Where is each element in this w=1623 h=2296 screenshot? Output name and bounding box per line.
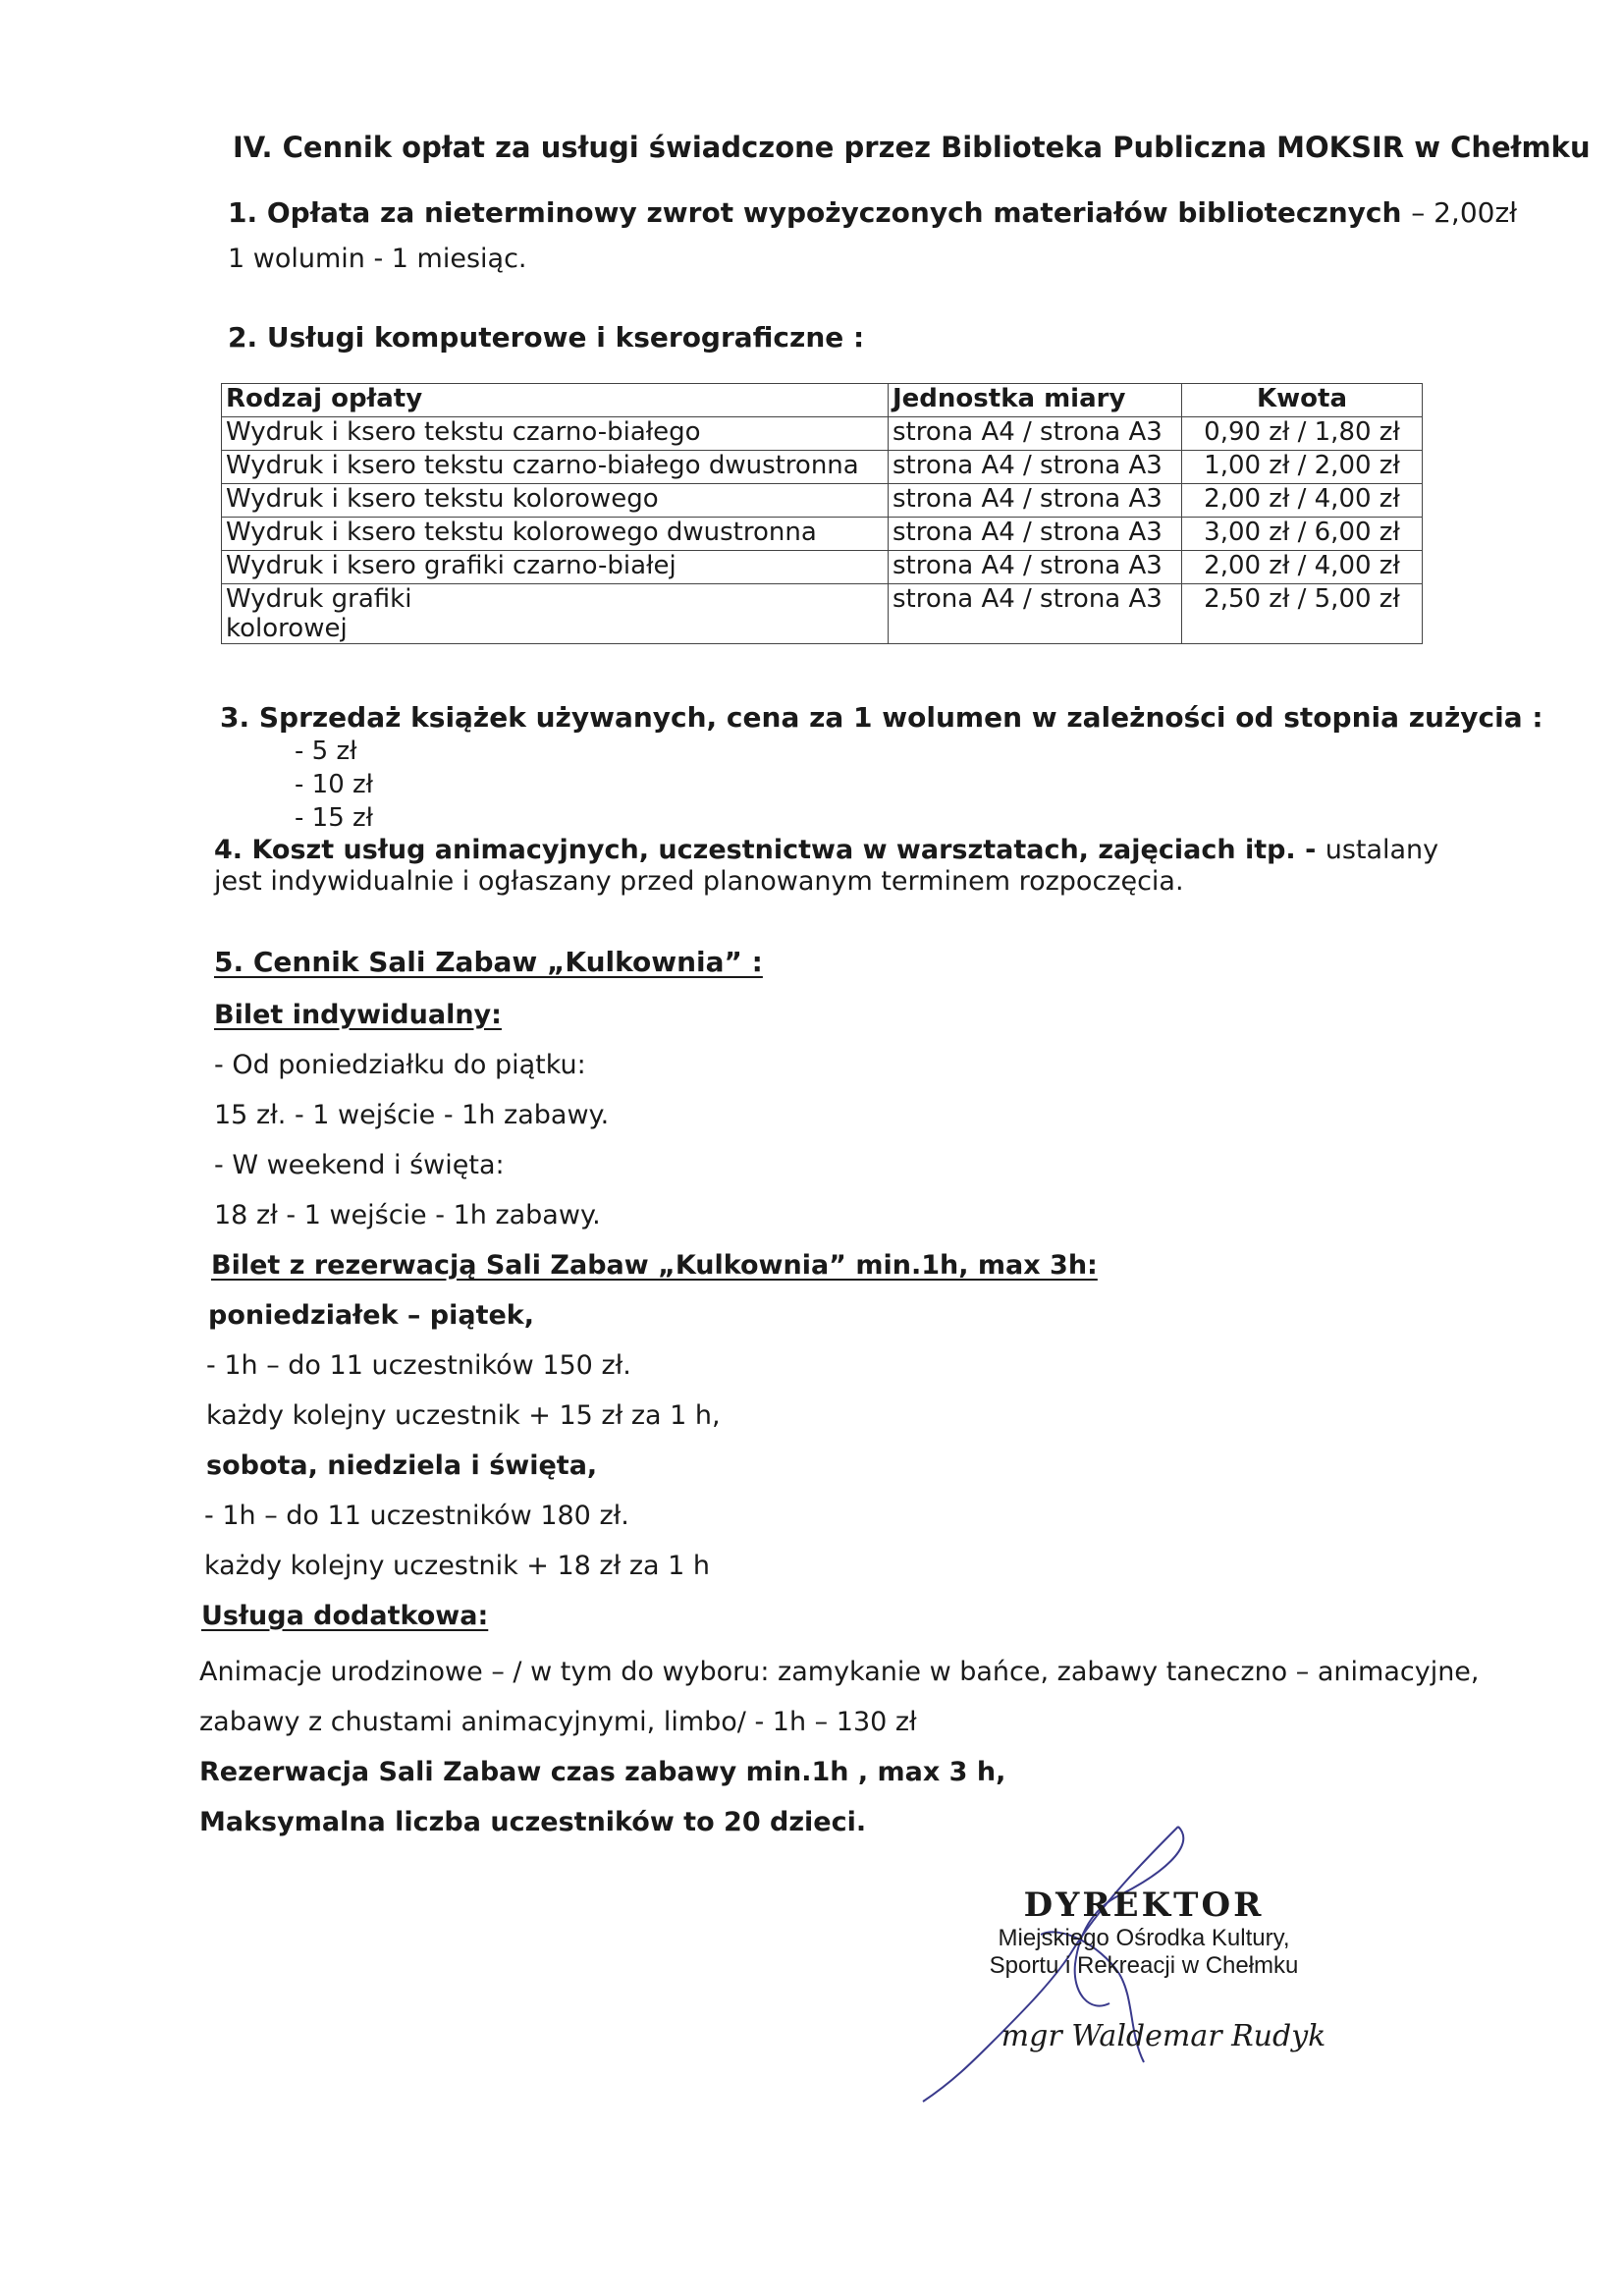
s5-line: - Od poniedziałku do piątku: [214, 1050, 586, 1080]
table-cell: strona A4 / strona A3 [889, 584, 1182, 644]
stamp-org-line: Sportu i Rekreacji w Chełmku [989, 1952, 1299, 1979]
s5-line: Maksymalna liczba uczestników to 20 dzieci. [199, 1807, 867, 1837]
s4-heading-text: 4. Koszt usług animacyjnych, uczestnictwa w warsztatach, zajęciach itp. - [214, 835, 1317, 865]
s1-heading [228, 196, 1517, 230]
column-header: Kwota [1182, 384, 1423, 417]
s1-detail: 1 wolumin - 1 miesiąc. [228, 244, 527, 274]
s5-line: każdy kolejny uczestnik + 18 zł za 1 h [204, 1551, 711, 1581]
s5-line: 18 zł - 1 wejście - 1h zabawy. [214, 1200, 601, 1230]
table-row [222, 584, 1423, 644]
s5-line: Bilet z rezerwacją Sali Zabaw „Kulkownia” min.1h, max 3h: [211, 1250, 1098, 1281]
table-cell: strona A4 / strona A3 [889, 484, 1182, 518]
table-cell: strona A4 / strona A3 [889, 518, 1182, 551]
table-cell-text: Wydruk grafiki kolorowej [226, 584, 412, 643]
signature-stamp [957, 1886, 1330, 2053]
s5-line: Bilet indywidualny: [214, 1000, 502, 1030]
table-cell: 2,00 zł / 4,00 zł [1182, 484, 1423, 518]
table-cell: strona A4 / strona A3 [889, 551, 1182, 584]
table-cell: 1,00 zł / 2,00 zł [1182, 451, 1423, 484]
table-cell: Wydruk i ksero grafiki czarno-białej [222, 551, 889, 584]
stamp-name: mgr Waldemar Rudyk [1001, 2019, 1326, 2053]
price-item: - 5 zł [295, 737, 357, 766]
table-row [222, 518, 1423, 551]
s2-heading: 2. Usługi komputerowe i kserograficzne : [228, 321, 865, 354]
table-row [222, 417, 1423, 451]
s5-heading: 5. Cennik Sali Zabaw „Kulkownia” : [214, 946, 763, 978]
table-cell: Wydruk i ksero tekstu czarno-białego dwustronna [222, 451, 889, 484]
s5-line: Usługa dodatkowa: [201, 1601, 489, 1631]
s1-heading-text: 1. Opłata za nieterminowy zwrot wypożyczonych materiałów bibliotecznych [228, 196, 1402, 229]
column-header: Jednostka miary [889, 384, 1182, 417]
table-cell: 3,00 zł / 6,00 zł [1182, 518, 1423, 551]
stamp-title: DYREKTOR [1023, 1886, 1265, 1925]
table-cell: Wydruk i ksero tekstu kolorowego dwustronna [222, 518, 889, 551]
table-cell: Wydruk i ksero tekstu czarno-białego [222, 417, 889, 451]
s5-line: - 1h – do 11 uczestników 180 zł. [204, 1501, 629, 1531]
table-cell: strona A4 / strona A3 [889, 417, 1182, 451]
s1-price: – 2,00zł [1411, 196, 1518, 229]
table-header-row [222, 384, 1423, 417]
price-item: - 10 zł [295, 770, 374, 799]
fees-table [221, 383, 1423, 644]
column-header: Rodzaj opłaty [222, 384, 889, 417]
s5-line: - 1h – do 11 uczestników 150 zł. [206, 1350, 631, 1381]
s5-line: każdy kolejny uczestnik + 15 zł za 1 h, [206, 1400, 721, 1431]
s5-line: Rezerwacja Sali Zabaw czas zabawy min.1h , max 3 h, [199, 1757, 1006, 1787]
table-row [222, 551, 1423, 584]
table-cell: 0,90 zł / 1,80 zł [1182, 417, 1423, 451]
price-item: - 15 zł [295, 803, 374, 833]
table-cell: 2,50 zł / 5,00 zł [1182, 584, 1423, 644]
table-row [222, 451, 1423, 484]
table-cell [222, 584, 889, 644]
table-cell: strona A4 / strona A3 [889, 451, 1182, 484]
table-cell: 2,00 zł / 4,00 zł [1182, 551, 1423, 584]
table-row [222, 484, 1423, 518]
stamp-org-line: Miejskiego Ośrodka Kultury, [998, 1925, 1290, 1951]
s5-line: poniedziałek – piątek, [208, 1300, 535, 1331]
s5-line: 15 zł. - 1 wejście - 1h zabawy. [214, 1100, 610, 1130]
table-cell: Wydruk i ksero tekstu kolorowego [222, 484, 889, 518]
section-title: IV. Cennik opłat za usługi świadczone przez Biblioteka Publiczna MOKSIR w Chełmku [233, 131, 1591, 164]
s5-line: sobota, niedziela i święta, [206, 1450, 598, 1481]
s4-text: ustalany jest indywidualnie i ogłaszany przed planowanym terminem rozpoczęcia. [214, 835, 1439, 897]
s5-line: Animacje urodzinowe – / w tym do wyboru: zamykanie w bańce, zabawy taneczno – animacyjne, [199, 1657, 1480, 1687]
s4-heading [214, 835, 1441, 898]
s5-line: zabawy z chustami animacyjnymi, limbo/ - 1h – 130 zł [199, 1707, 917, 1737]
s5-line: - W weekend i święta: [214, 1150, 505, 1180]
s3-heading: 3. Sprzedaż książek używanych, cena za 1 wolumen w zależności od stopnia zużycia : [220, 701, 1543, 734]
